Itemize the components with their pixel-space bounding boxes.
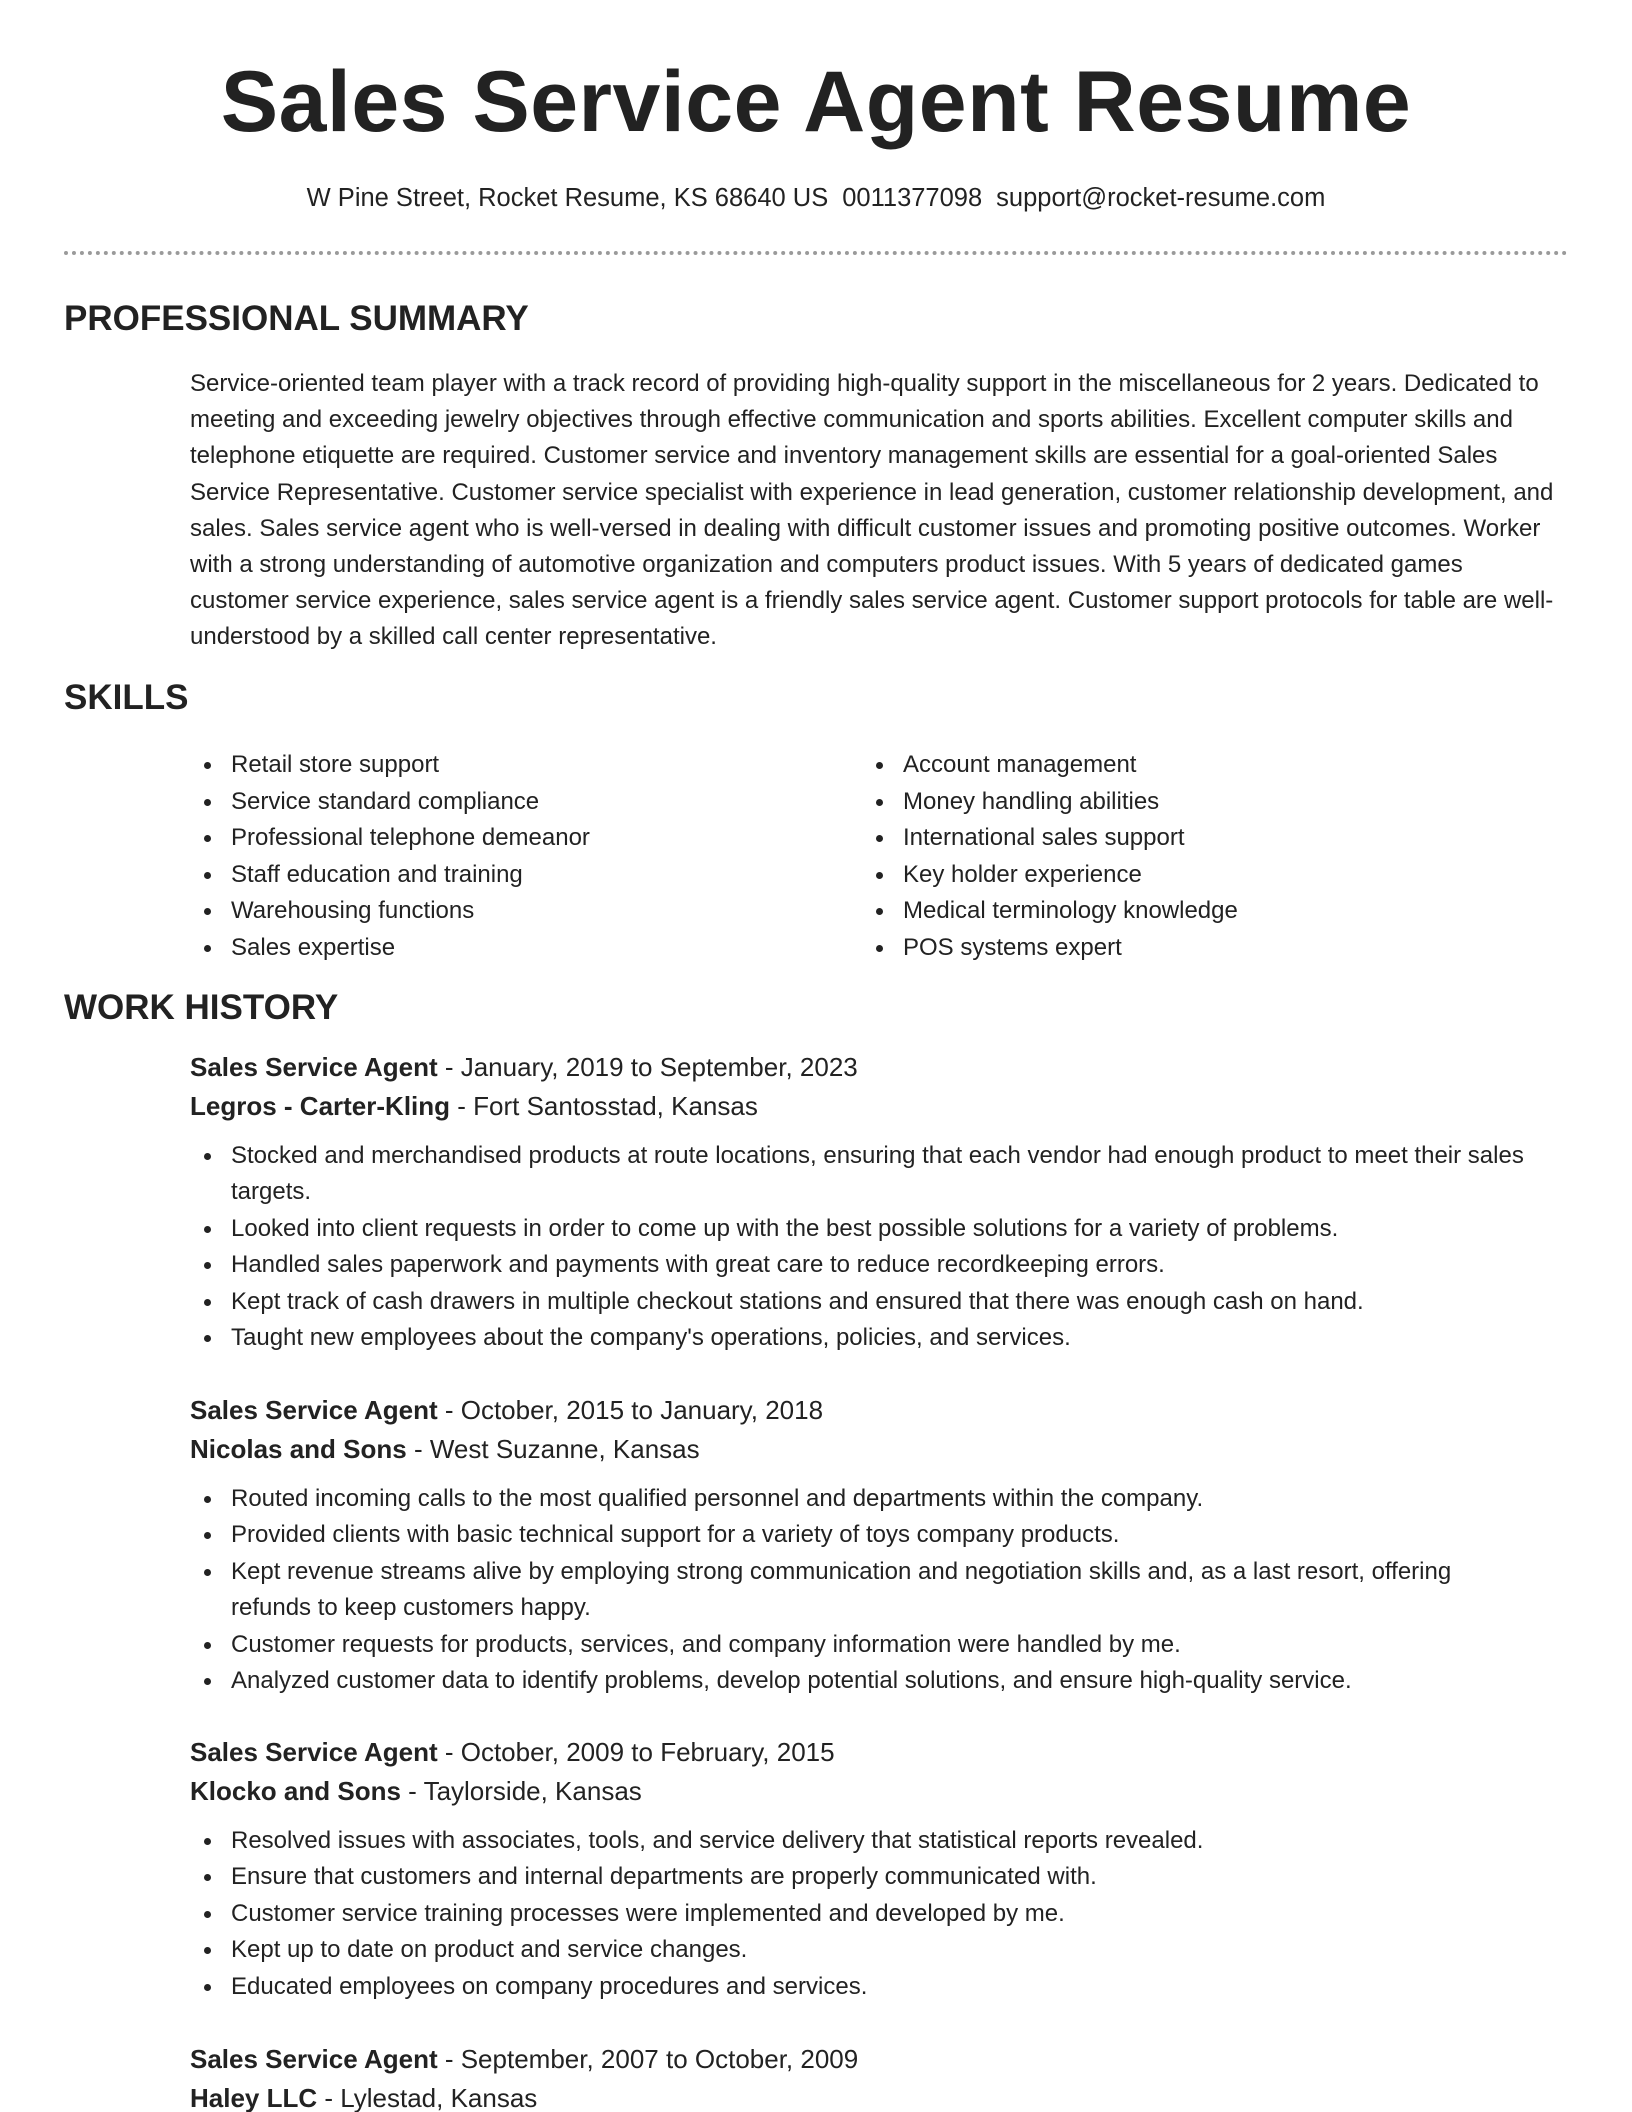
job-duties: [187, 1138, 1527, 1356]
skill-item: Account management: [859, 747, 1539, 784]
job-duty-item: Kept track of cash drawers in multiple checkout stations and ensured that there was enough cash on hand.: [187, 1284, 1527, 1320]
job-entry: [190, 1048, 1564, 1356]
job-duties: [187, 1481, 1527, 1699]
job-company-line: Legros - Carter-Kling - Fort Santosstad, Kansas: [190, 1091, 758, 1121]
job-duty-item: Routed incoming calls to the most qualified personnel and departments within the company.: [187, 1481, 1527, 1517]
job-title: Sales Service Agent: [190, 2044, 438, 2074]
skill-item: Money handling abilities: [859, 784, 1539, 821]
skill-item: Retail store support: [187, 747, 827, 784]
contact-address: W Pine Street, Rocket Resume, KS 68640 US: [306, 184, 829, 212]
header-divider: [64, 251, 1568, 255]
skill-item: Warehousing functions: [187, 893, 827, 930]
job-location: West Suzanne, Kansas: [429, 1434, 700, 1464]
work-history-heading: WORK HISTORY: [64, 988, 339, 1027]
skill-item: Sales expertise: [187, 930, 827, 967]
job-company: Legros - Carter-Kling: [190, 1091, 451, 1121]
job-entry: [190, 1733, 1564, 2005]
job-dates: October, 2009 to February, 2015: [460, 1737, 835, 1767]
job-duty-item: Stocked and merchandised products at route locations, ensuring that each vendor had enough product to meet their sales targets.: [187, 1138, 1527, 1211]
job-duty-item: Kept up to date on product and service changes.: [187, 1932, 1527, 1968]
job-duty-item: Educated employees on company procedures and services.: [187, 1969, 1527, 2005]
job-title-line: Sales Service Agent - September, 2007 to October, 2009: [190, 2044, 859, 2074]
job-company-line: Haley LLC - Lylestad, Kansas: [190, 2083, 538, 2112]
job-entry: [190, 2040, 1564, 2112]
job-duty-item: Kept revenue streams alive by employing strong communication and negotiation skills and, as a last resort, offering refunds to keep customers happy.: [187, 1554, 1527, 1627]
skill-item: Professional telephone demeanor: [187, 820, 827, 857]
skills-heading: SKILLS: [64, 678, 189, 717]
skill-item: Medical terminology knowledge: [859, 893, 1539, 930]
skill-item: Key holder experience: [859, 857, 1539, 894]
skill-item: Staff education and training: [187, 857, 827, 894]
summary-text: Service-oriented team player with a track record of providing high-quality support in the miscellaneous for 2 years. Dedicated to meeting and exceeding jewelry objectives through effective communication and sports abilities. Excellent computer skills and telephone etiquette are required. Customer service and inventory management skills are essential for a goal-oriented Sales Service Representative. Customer service specialist with experience in lead generation, customer relationship development, and sales. Sales service agent who is well-versed in dealing with difficult customer issues and promoting positive outcomes. Worker with a strong understanding of automotive organization and computers product issues. With 5 years of dedicated games customer service experience, sales service agent is a friendly sales service agent. Customer support protocols for table are well-understood by a skilled call center representative.: [190, 370, 1554, 651]
contact-line: [0, 180, 1632, 216]
job-company: Nicolas and Sons: [190, 1434, 407, 1464]
skill-item: Service standard compliance: [187, 784, 827, 821]
summary-heading: PROFESSIONAL SUMMARY: [64, 299, 529, 338]
job-duty-item: Customer service training processes were implemented and developed by me.: [187, 1896, 1527, 1932]
job-title: Sales Service Agent: [190, 1737, 438, 1767]
job-title-line: Sales Service Agent - January, 2019 to September, 2023: [190, 1052, 858, 1082]
job-title: Sales Service Agent: [190, 1395, 438, 1425]
job-duty-item: Handled sales paperwork and payments with great care to reduce recordkeeping errors.: [187, 1247, 1527, 1283]
job-location: Taylorside, Kansas: [423, 1776, 642, 1806]
job-duty-item: Looked into client requests in order to come up with the best possible solutions for a variety of problems.: [187, 1211, 1527, 1247]
job-entry: [190, 1391, 1564, 1699]
resume-title: Sales Service Agent Resume: [220, 54, 1412, 150]
job-title: Sales Service Agent: [190, 1052, 438, 1082]
job-duty-item: Analyzed customer data to identify problems, develop potential solutions, and ensure high-quality service.: [187, 1663, 1527, 1699]
job-location: Lylestad, Kansas: [340, 2083, 538, 2112]
job-duties: [187, 1823, 1527, 2005]
skill-item: POS systems expert: [859, 930, 1539, 967]
job-dates: September, 2007 to October, 2009: [460, 2044, 859, 2074]
job-duty-item: Ensure that customers and internal departments are properly communicated with.: [187, 1859, 1527, 1895]
job-dates: January, 2019 to September, 2023: [460, 1052, 858, 1082]
job-company-line: Klocko and Sons - Taylorside, Kansas: [190, 1776, 642, 1806]
job-title-line: Sales Service Agent - October, 2015 to January, 2018: [190, 1395, 824, 1425]
job-company: Haley LLC: [190, 2083, 318, 2112]
contact-email: support@rocket-resume.com: [996, 184, 1326, 212]
job-company-line: Nicolas and Sons - West Suzanne, Kansas: [190, 1434, 700, 1464]
job-dates: October, 2015 to January, 2018: [460, 1395, 824, 1425]
job-location: Fort Santosstad, Kansas: [473, 1091, 758, 1121]
skills-list-right: [859, 747, 1539, 967]
job-duty-item: Resolved issues with associates, tools, and service delivery that statistical reports revealed.: [187, 1823, 1527, 1859]
job-company: Klocko and Sons: [190, 1776, 401, 1806]
job-duty-item: Provided clients with basic technical support for a variety of toys company products.: [187, 1517, 1527, 1553]
job-duty-item: Taught new employees about the company's operations, policies, and services.: [187, 1320, 1527, 1356]
job-duty-item: Customer requests for products, services, and company information were handled by me.: [187, 1627, 1527, 1663]
contact-phone: 0011377098: [842, 184, 983, 212]
skill-item: International sales support: [859, 820, 1539, 857]
skills-list-left: [187, 747, 827, 967]
job-title-line: Sales Service Agent - October, 2009 to February, 2015: [190, 1737, 835, 1767]
